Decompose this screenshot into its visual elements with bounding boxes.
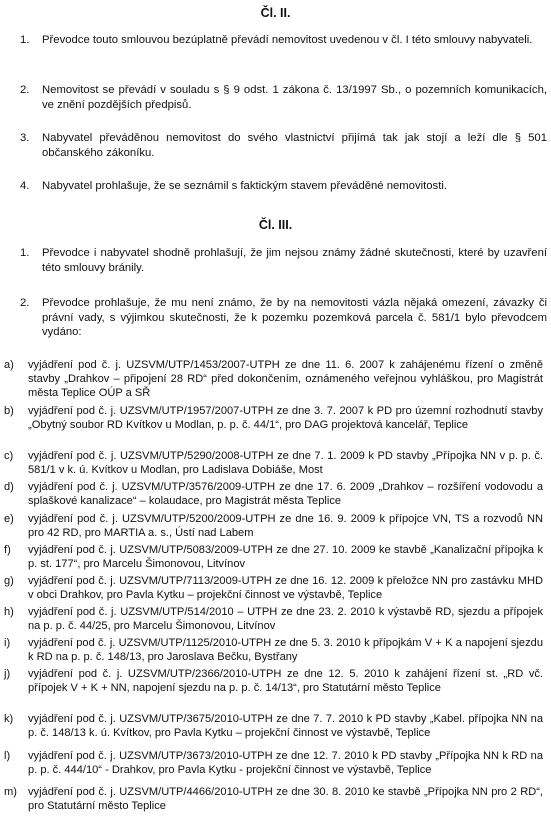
list-item-text: vyjádření pod č. j. UZSVM/UTP/2366/2010-UTPH ze dne 12. 5. 2010 k zahájení řízení st. „RD vč. přípojek V + K + NN, napojení sjezdu na p. p. č. 14/13“, pro Statutární město Teplice	[28, 668, 543, 695]
list-item-text: vyjádření pod č. j. UZSVM/UTP/4466/2010-UTPH ze dne 30. 8. 2010 ke stavbě „Přípojka NN pro 2 RD“, pro Statutární město Teplice	[28, 786, 543, 813]
list-item-label: b)	[4, 405, 14, 417]
list-item-text: vyjádření pod č. j. UZSVM/UTP/514/2010 – UTPH ze dne 23. 2. 2010 k výstavbě RD, sjezdu a přípojek na p. p. č. 44/25, pro Marcelu Šimonovou, Litvínov	[28, 606, 543, 633]
list-item-label: k)	[4, 713, 14, 725]
paragraph-text: Převodce touto smlouvou bezúplatně převádí nemovitost uvedenou v čl. I této smlouvy nabyvateli.	[42, 34, 533, 46]
paragraph-number: 1.	[20, 34, 30, 46]
list-item-text: vyjádření pod č. j. UZSVM/UTP/1125/2010-UTPH ze dne 5. 3. 2010 k přípojkám V + K a napojení sjezdu k RD na p. p. č. 148/13, pro Jaroslava Bečku, Bystřany	[28, 637, 543, 664]
list-item-label: d)	[4, 481, 14, 493]
paragraph-text: Převodce i nabyvatel shodně prohlašují, že jim nejsou známy žádné skutečnosti, které by uzavření této smlouvy bránily.	[42, 247, 547, 274]
paragraph-text: Nabyvatel prohlašuje, že se seznámil s faktickým stavem převáděné nemovitosti.	[42, 180, 447, 192]
list-item-text: vyjádření pod č. j. UZSVM/UTP/5290/2008-UTPH ze dne 7. 1. 2009 k PD stavby „Přípojka NN v p. p. č. 581/1 v k. ú. Kvítkov u Modlan, pro Ladislava Dobiáše, Most	[28, 450, 543, 477]
section-heading-2: Čl. II.	[260, 6, 291, 20]
list-item-text: vyjádření pod č. j. UZSVM/UTP/5083/2009-UTPH ze dne 27. 10. 2009 ke stavbě „Kanalizační přípojka k p. st. 177“, pro Marcelu Šimonovou, Litvínov	[28, 544, 543, 571]
list-item-text: vyjádření pod č. j. UZSVM/UTP/1957/2007-UTPH ze dne 3. 7. 2007 k PD pro územní rozhodnutí stavby „Obytný soubor RD Kvítkov u Modlan, p. p. č. 44/1“, pro DAG projektová kancelář, Teplice	[28, 405, 543, 432]
list-item-label: i)	[4, 637, 11, 649]
paragraph-text: Převodce prohlašuje, že mu není známo, že by na nemovitosti vázla nějaká omezení, závazky či právní vady, s výjimkou skutečnosti, že k pozemku pozemková parcela č. 581/1 bylo převodcem vydáno:	[42, 297, 547, 338]
paragraph-number: 2.	[20, 297, 30, 309]
list-item-label: f)	[4, 544, 11, 556]
paragraph-number: 2.	[20, 84, 30, 96]
list-item-text: vyjádření pod č. j. UZSVM/UTP/5200/2009-UTPH ze dne 16. 9. 2009 k přípojce VN, TS a rozvodů NN pro 42 RD, pro MARTIA a. s., Ústí nad Labem	[28, 513, 543, 540]
list-item-text: vyjádření pod č. j. UZSVM/UTP/3675/2010-UTPH ze dne 7. 7. 2010 k PD stavby „Kabel. přípojka NN na p. č. 148/13 k. ú. Kvítkov, pro Pavla Kytku – projekční činnost ve výstavbě, Teplice	[28, 713, 543, 740]
paragraph-text: Nemovitost se převádí v souladu s § 9 odst. 1 zákona č. 13/1997 Sb., o pozemních komunikacích, ve znění pozdějších předpisů.	[42, 84, 547, 111]
section-heading-3: Čl. III.	[258, 218, 293, 232]
list-item-text: vyjádření pod č. j. UZSVM/UTP/1453/2007-UTPH ze dne 11. 6. 2007 k zahájenému řízení o změně stavby „Drahkov – připojení 28 RD“ před dokončením, oznámeného veřejnou vyhláškou, pro Magistrát města Teplice OÚP a SŘ	[28, 359, 543, 400]
list-item-label: e)	[4, 513, 14, 525]
list-item-label: a)	[4, 359, 14, 371]
paragraph-number: 1.	[20, 247, 30, 259]
list-item-text: vyjádření pod č. j. UZSVM/UTP/7113/2009-UTPH ze dne 16. 12. 2009 k přeložce NN pro zastávku MHD v obci Drahkov, pro Pavla Kytku – projekční činnost ve výstavbě, Teplice	[28, 575, 543, 602]
list-item-label: j)	[4, 668, 11, 680]
paragraph-text: Nabyvatel převáděnou nemovitost do svého vlastnictví přijímá tak jak stojí a leží dle § 501 občanského zákoníku.	[42, 132, 547, 159]
list-item-label: c)	[4, 450, 14, 462]
list-item-text: vyjádření pod č. j. UZSVM/UTP/3576/2009-UTPH ze dne 17. 6. 2009 „Drahkov – rozšíření vodovodu a splaškové kanalizace“ – kolaudace, pro Magistrát města Teplice	[28, 481, 543, 508]
list-item-text: vyjádření pod č. j. UZSVM/UTP/3673/2010-UTPH ze dne 12. 7. 2010 k PD stavby „Přípojka NN k RD na p. p. č. 444/10“ - Drahkov, pro Pavla Kytku - projekční činnost ve výstavbě, Teplice	[28, 750, 543, 777]
list-item-label: h)	[4, 606, 14, 618]
paragraph-number: 4.	[20, 180, 30, 192]
list-item-label: g)	[4, 575, 14, 587]
list-item-label: m)	[4, 786, 17, 798]
paragraph-number: 3.	[20, 132, 30, 144]
list-item-label: l)	[4, 750, 11, 762]
